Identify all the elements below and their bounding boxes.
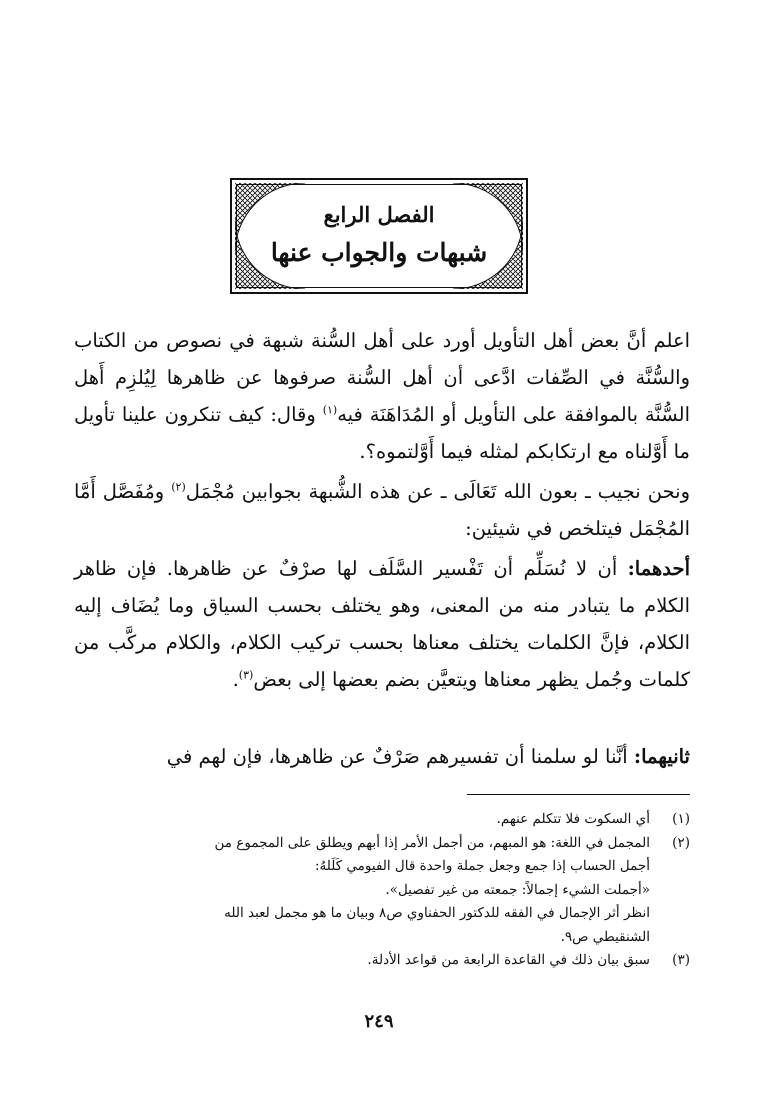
footnote-text: [68, 808, 650, 832]
footnote-number: (٣): [672, 952, 690, 968]
footnote-1: [68, 808, 690, 832]
chapter-title-frame: [230, 178, 528, 294]
footnote-line: الشنقيطي ص٩.: [560, 928, 650, 945]
first-point-lead: أحدهما:: [627, 557, 690, 580]
second-point-lead: ثانيهما:: [633, 745, 690, 768]
first-point-text: أن لا نُسَلِّم أن تَفْسير السَّلَف لها صرْفٌ عن ظاهرها. فإن ظاهر الكلام ما يتبادر منه من المعنى، وهو يختلف بحسب السياق وما يُضَاف إليه الكلام، فإنَّ الكلمات يختلف معناها بحسب تركيب الكلام، والكلام مركَّب من كلمات وجُمل يظهر معناها ويتعيَّن بضم بعضها إلى بعض: [74, 557, 690, 691]
footnotes: [68, 808, 690, 973]
footnote-2: [68, 832, 690, 950]
chapter-label: الفصل الرابع: [323, 202, 435, 227]
footnote-line: المجمل في اللغة: هو المبهم، من أجمل الأمر إذا أبهم ويطلق على المجموع من: [214, 834, 650, 851]
footnote-number: (١): [672, 811, 690, 827]
footnote-text: [68, 832, 650, 950]
paragraph-second-point: [74, 738, 690, 775]
first-point-end: .: [232, 668, 239, 691]
second-point-text: أنَّنا لو سلمنا أن تفسيرهم صَرْفٌ عن ظاهرها، فإن لهم في: [166, 745, 634, 768]
paragraph-intro-text: اعلم أنَّ بعض أهل التأويل أورد على أهل السُّنة شبهة في نصوص من الكتاب والسُّنَّة في الصِّفات ادَّعى أن أهل السُّنة صرفوها عن ظاهرها لِيُلزِم أَهل السُّنَّة بالموافقة على التأويل أو المُدَاهَنَة فيه: [74, 329, 691, 426]
footnote-ref-3[interactable]: (٣): [238, 668, 254, 682]
paragraph-first-point: [74, 550, 690, 698]
footnote-line: أجمل الحساب إذا جمع وجعل جملة واحدة قال الفيومي كَلَلهُ:: [314, 858, 650, 874]
footnote-3: [68, 949, 690, 973]
footnote-line: سبق بيان ذلك في القاعدة الرابعة من قواعد الأدلة.: [367, 952, 650, 968]
paragraph-intro: [74, 322, 690, 470]
footnote-line: أي السكوت فلا تتكلم عنهم.: [496, 811, 650, 827]
footnote-separator: [467, 794, 690, 795]
footnote-ref-1[interactable]: (١): [322, 403, 338, 417]
footnote-ref-2[interactable]: (٢): [171, 480, 186, 494]
footnote-line: انظر أثر الإجمال في الفقه للدكتور الحفناوي ص٨ وبيان ما هو مجمل لعبد الله: [224, 905, 650, 921]
paragraph-intro-end: وقال: كيف تنكرون علينا تأويل ما أَوَّلناه مع ارتكابكم لمثله فيما أَوَّلتموه؟.: [74, 403, 690, 463]
footnote-line: «أجملت الشيء إجمالاً: جمعته من غير تفصيل».: [385, 881, 650, 898]
chapter-title: شبهات والجواب عنها: [270, 238, 488, 267]
paragraph-answer: [74, 473, 690, 547]
paragraph-answer-end: ومُفَصَّل أَمَّا المُجْمَل فيتلخص في شيئين:: [74, 480, 690, 540]
footnote-number: (٢): [672, 834, 690, 851]
page-number: ٢٤٩: [364, 1011, 394, 1032]
footnote-text: [68, 949, 650, 973]
paragraph-answer-start: ونحن نجيب ـ بعون الله تَعَالَى ـ عن هذه الشُّبهة بجوابين مُجْمَل: [185, 480, 690, 503]
